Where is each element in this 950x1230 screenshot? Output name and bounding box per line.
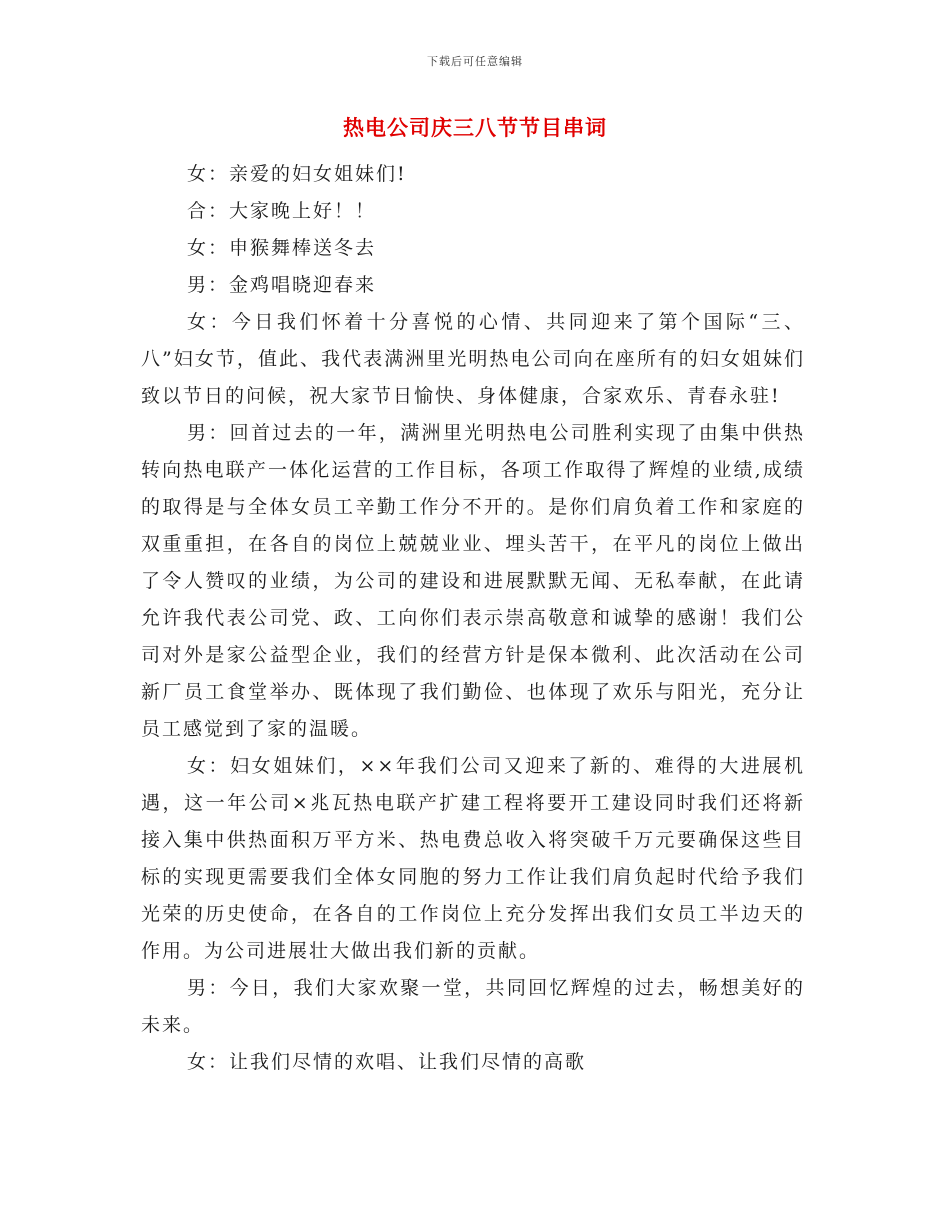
paragraph-review: 男：回首过去的一年，满洲里光明热电公司胜利实现了由集中供热转向热电联产一体化运营的工作目标，各项工作取得了辉煌的业绩,成绩的取得是与全体女员工辛勤工作分不开的。是你们肩负着工作和家庭的双重重担，在各自的岗位上兢兢业业、埋头苦干，在平凡的岗位上做出了令人赞叹的业绩，为公司的建设和进展默默无闻、无私奉献，在此请允许我代表公司党、政、工向你们表示崇高敬意和诚挚的感谢！我们公司对外是家公益型企业，我们的经营方针是保本微利、此次活动在公司新厂员工食堂举办、既体现了我们勤俭、也体现了欢乐与阳光，充分让员工感觉到了家的温暖。 [141, 422, 805, 740]
paragraph-couplet-1: 女：申猴舞棒送冬去 [187, 237, 377, 259]
document-title: 热电公司庆三八节节目串词 [343, 115, 607, 140]
paragraph-festival-greeting: 女：今日我们怀着十分喜悦的心情、共同迎来了第个国际“三、八”妇女节，值此、我代表满洲里光明热电公司向在座所有的妇女姐妹们致以节日的问候，祝大家节日愉快、身体健康，合家欢乐、青春永驻! [141, 311, 805, 407]
paragraph-outlook: 女：妇女姐妹们，××年我们公司又迎来了新的、难得的大进展机遇，这一年公司×兆瓦热电联产扩建工程将要开工建设同时我们还将新接入集中供热面积万平方米、热电费总收入将突破千万元要确保这些目标的实现更需要我们全体女同胞的努力工作让我们肩负起时代给予我们光荣的历史使命，在各自的工作岗位上充分发挥出我们女员工半边天的作用。为公司进展壮大做出我们新的贡献。 [141, 755, 805, 962]
paragraph-greeting: 女：亲爱的妇女姐妹们! [187, 163, 407, 185]
paragraph-together: 合：大家晚上好！！ [187, 200, 377, 222]
paragraph-closing: 女：让我们尽情的欢唱、让我们尽情的高歌 [187, 1051, 587, 1073]
paragraph-couplet-2: 男：金鸡唱晓迎春来 [187, 274, 377, 296]
paragraph-gathering: 男：今日，我们大家欢聚一堂，共同回忆辉煌的过去，畅想美好的未来。 [141, 977, 805, 1036]
header-note: 下载后可任意编辑 [427, 55, 523, 68]
document-body [141, 156, 805, 1081]
